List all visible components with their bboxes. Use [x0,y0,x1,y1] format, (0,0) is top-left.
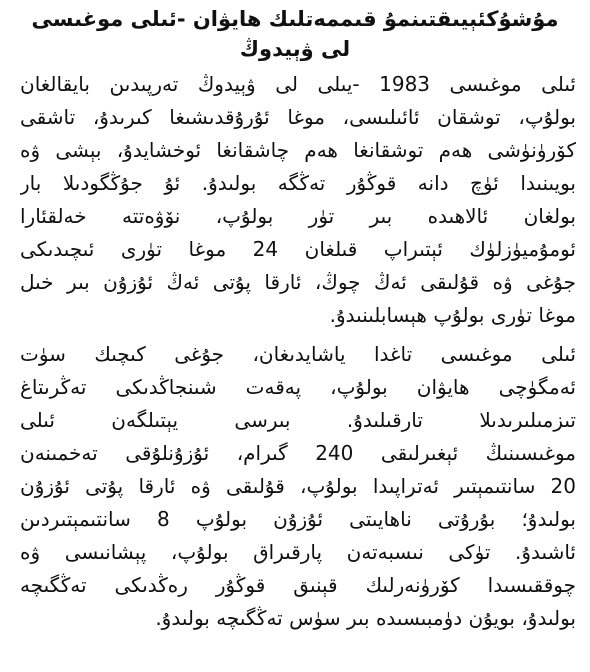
paragraph-1-line-8: موغا تۈرى بولۇپ ھېسابلىنىدۇ. [329,303,576,327]
paragraph-1-line-2: بولۇپ، توشقان ئائىلىسى، موغا ئۇرۇقدىشىغا كىرىدۇ، تاشقى [20,105,576,129]
paragraph-2-line-1: ئىلى موغىسى تاغدا ياشايدىغان، جۇغى كىچىك سۈت [20,342,576,366]
paragraph-2-line-3: تىزمىلىرىدىلا تارقىلىدۇ. بىرسى يېتىلگەن ئىلى [20,408,576,432]
paragraph-1-line-5: بولغان ئالاھىدە بىر تۈر بولۇپ، نۆۋەتتە خەلقئارا [20,204,576,228]
paragraph-2-line-7: ئاشىدۇ. تۈكى نىسبەتەن پارقىراق بولۇپ، پېشانىسى ۋە [20,540,576,564]
paragraph-2-line-5: 20 سانتىمېتىر ئەتراپىدا بولۇپ، قۇلىقى ۋە ئارقا پۇتى ئۇزۇن [20,474,576,498]
paragraph-1-line-1: ئىلى موغىسى 1983 -يىلى لى ۋېيدوڭ تەرپىدىن بايقالغان [20,72,576,96]
paragraph-2-line-9: بولىدۇ، بويۇن دۈمبىسىدە بىر سۈس تەڭگىچە بولىدۇ. [155,606,576,630]
paragraph-2-line-4: موغىسىنىڭ ئېغىرلىقى 240 گىرام، ئۇزۇنلۇقى تەخمىنەن [20,441,576,465]
paragraph-1-line-3: كۆرۈنۈشى ھەم توشقانغا ھەم چاشقانغا ئوخشايدۇ، بېشى ۋە [20,138,576,162]
article-author: لى ۋېيدوڭ [239,37,351,61]
article-title: مۇشۇكئېيىقتىنمۇ قىممەتلىك ھايۋان -ئىلى موغىسى [31,7,559,31]
paragraph-1-line-4: بويىنىدا ئۈچ دانە قوڭۇر تەڭگە بولىدۇ. ئۇ جۇڭگودىلا بار [20,171,576,195]
paragraph-1-line-6: ئومۇميۈزلۈك ئېتىراپ قىلغان 24 موغا تۈرى ئىچىدىكى [20,237,576,261]
paragraph-2-line-2: ئەمگۈچى ھايۋان بولۇپ، پەقەت شىنجاڭدىكى تەڭرىتاغ [20,375,576,399]
paragraph-1-line-7: جۇغى ۋە قۇلىقى ئەڭ چوڭ، ئارقا پۇتى ئەڭ ئۇزۇن بىر خىل [20,270,576,294]
paragraph-2-line-6: بولىدۇ؛ بۇرۇتى ناھايىتى ئۇزۇن بولۇپ 8 سانتىمېتىردىن [20,507,576,531]
paragraph-2-line-8: چوققىسىدا كۆرۈنەرلىك قېنىق قوڭۇر رەڭدىكى تەڭگىچە [20,573,576,597]
